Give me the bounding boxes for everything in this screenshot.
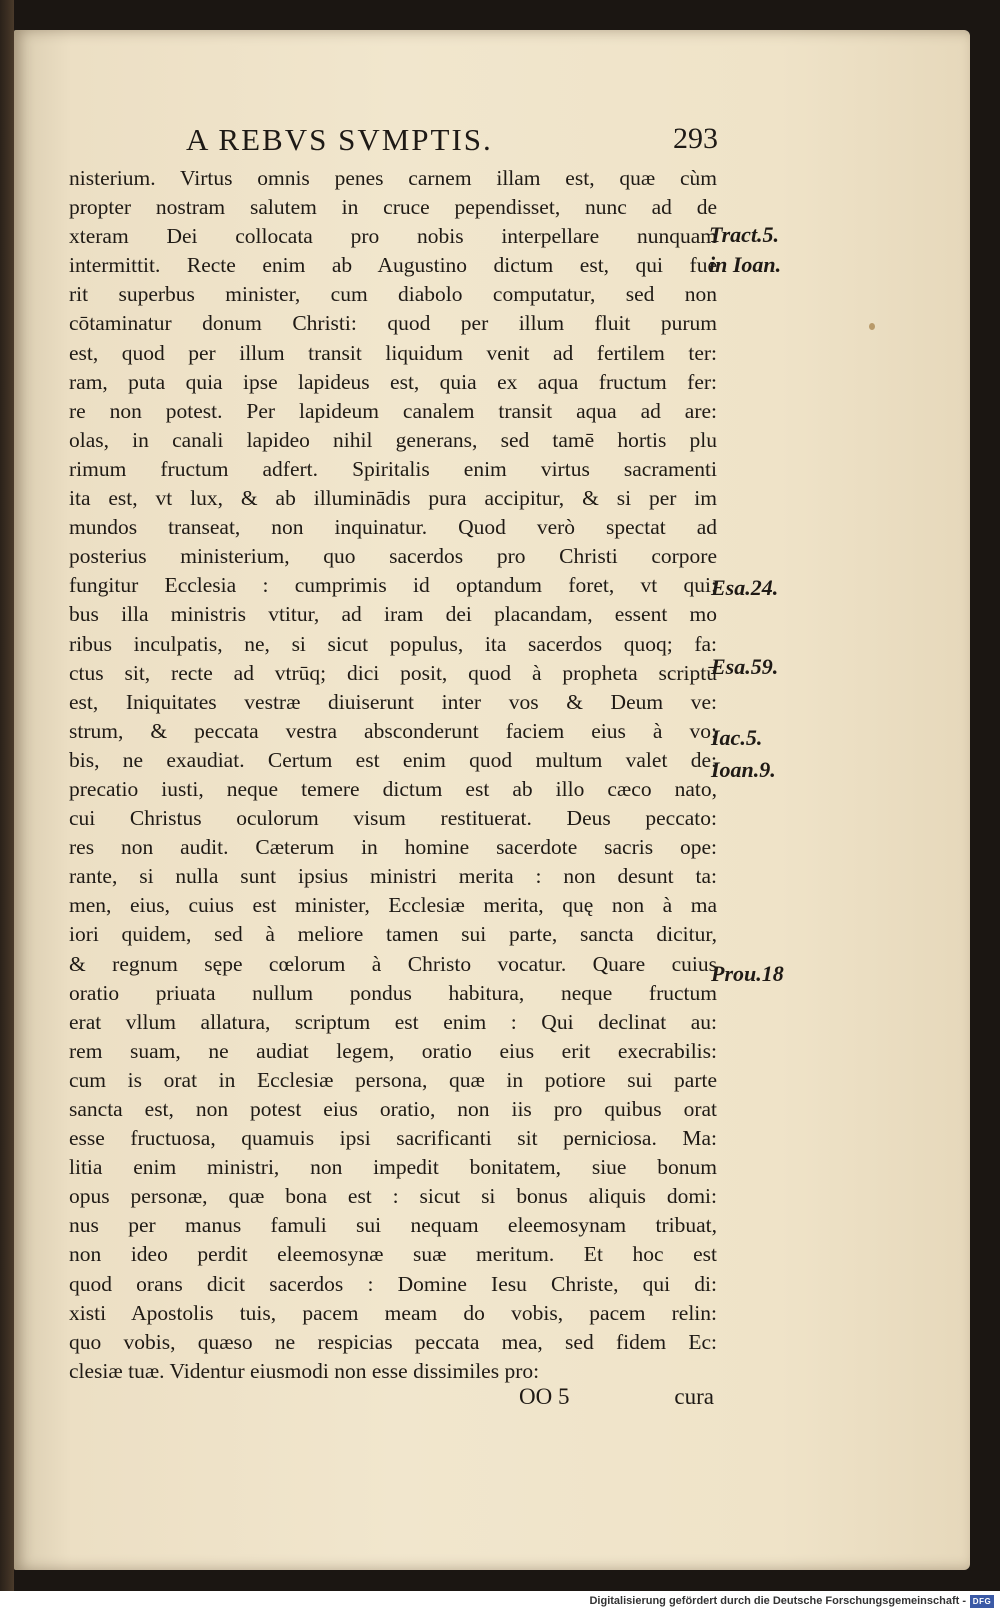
text-line: xteram Dei collocata pro nobis interpellare nunquam [69, 224, 717, 249]
text-line: est, quod per illum transit liquidum venit ad fertilem ter: [69, 340, 717, 365]
marginal-note-ioan9: Ioan.9. [711, 757, 776, 782]
text-line: fungitur Ecclesia : cumprimis id optandum foret, vt qui: [69, 573, 717, 598]
credit-bar [0, 1591, 1000, 1613]
text-line: litia enim ministri, non impedit bonitatem, siue bonum [69, 1155, 717, 1180]
text-line: rem suam, ne audiat legem, oratio eius erit execrabilis: [69, 1038, 717, 1063]
text-line: nus per manus famuli sui nequam eleemosynam tribuat, [69, 1213, 717, 1238]
catchword: cura [674, 1384, 714, 1409]
marginal-note-esa24: Esa.24. [711, 575, 779, 600]
funding-credit: Digitalisierung gefördert durch die Deutsche Forschungsgemeinschaft - [589, 1595, 966, 1607]
text-line: ita est, vt lux, & ab illuminādis pura accipitur, & si per im [69, 486, 717, 511]
text-line: res non audit. Cæterum in homine sacerdote sacris ope: [69, 835, 717, 860]
text-line: men, eius, cuius est minister, Ecclesiæ merita, quę non à ma [69, 893, 717, 918]
text-line: non ideo perdit eleemosynæ suæ meritum. Et hoc est [69, 1242, 717, 1267]
text-line: bus illa ministris vtitur, ad iram dei placandam, essent mo [69, 602, 717, 627]
dfg-logo: DFG [970, 1595, 994, 1608]
page-footer-line [519, 1384, 714, 1414]
marginal-note-esa59: Esa.59. [711, 654, 779, 679]
text-line: est, Iniquitates vestræ diuiserunt inter vos & Deum ve: [69, 689, 717, 714]
marginal-note-prou18: Prou.18 [711, 961, 784, 986]
text-line: & regnum sępe cœlorum à Christo vocatur. Quare cuius [69, 951, 717, 976]
text-line: xisti Apostolis tuis, pacem meam do vobis, pacem relin: [69, 1300, 717, 1325]
text-line: ram, puta quia ipse lapideus est, quia ex aqua fructum fer: [69, 369, 717, 394]
text-line: precatio iusti, neque temere dictum est ab illo cæco nato, [69, 776, 717, 801]
text-line: quod orans dicit sacerdos : Domine Iesu Christe, qui di: [69, 1271, 717, 1296]
main-text-block [69, 164, 717, 1386]
text-line: sancta est, non potest eius oratio, non iis pro quibus orat [69, 1097, 717, 1121]
text-line: cui Christus oculorum visum restituerat. Deus peccato: [69, 806, 717, 831]
text-line: oratio priuata nullum pondus habitura, neque fructum [69, 980, 717, 1005]
text-line: ribus inculpatis, ne, si sicut populus, ita sacerdos quoq; fa: [69, 631, 717, 656]
marginal-note-tract: Tract.5. [709, 222, 780, 247]
text-line: nisterium. Virtus omnis penes carnem illam est, quæ cùm [69, 166, 717, 190]
text-line: bis, ne exaudiat. Certum est enim quod multum valet de: [69, 747, 717, 772]
text-line: cōtaminatur donum Christi: quod per illum fluit purum [69, 311, 717, 336]
marginal-note-iac5: Iac.5. [711, 725, 763, 750]
running-title: A REBVS SVMPTIS. [186, 122, 493, 157]
text-line: ctus sit, recte ad vtrūq; dici posit, quod à propheta scriptū [69, 660, 717, 685]
text-line: strum, & peccata vestra absconderunt faciem eius à vo: [69, 718, 717, 743]
text-line: intermittit. Recte enim ab Augustino dictum est, qui fue [69, 253, 717, 278]
text-line: erat vllum allatura, scriptum est enim : Qui declinat au: [69, 1009, 717, 1034]
marginal-note-in-ioan: in Ioan. [709, 252, 782, 277]
running-header [186, 122, 718, 162]
text-line: re non potest. Per lapideum canalem transit aqua ad are: [69, 398, 717, 423]
text-line: rit superbus minister, cum diabolo computatur, sed non [69, 282, 717, 307]
book-page [14, 30, 970, 1570]
paper-stain [869, 323, 875, 330]
text-line: clesiæ tuæ. Videntur eiusmodi non esse dissimiles pro: [69, 1358, 540, 1383]
text-line: mundos transeat, non inquinatur. Quod verò spectat ad [69, 515, 717, 540]
text-line: quo vobis, quæso ne respicias peccata mea, sed fidem Ec: [69, 1329, 717, 1354]
text-line: iori quidem, sed à meliore tamen sui parte, sancta dicitur, [69, 922, 717, 947]
page-number: 293 [673, 122, 718, 155]
text-line: propter nostram salutem in cruce pependisset, nunc ad de [69, 195, 717, 220]
text-line: cum is orat in Ecclesiæ persona, quæ in potiore sui parte [69, 1067, 717, 1092]
book-spine [0, 0, 14, 1591]
text-line: esse fructuosa, quamuis ipsi sacrificanti sit perniciosa. Ma: [69, 1126, 717, 1151]
text-line: rante, si nulla sunt ipsius ministri merita : non desunt ta: [69, 864, 717, 889]
text-line: opus personæ, quæ bona est : sicut si bonus aliquis domi: [69, 1184, 717, 1209]
text-line: olas, in canali lapideo nihil generans, sed tamē hortis plu [69, 427, 717, 452]
signature-mark: OO 5 [519, 1384, 570, 1409]
text-line: posterius ministerium, quo sacerdos pro Christi corpore [69, 544, 717, 569]
text-line: rimum fructum adfert. Spiritalis enim virtus sacramenti [69, 456, 717, 481]
